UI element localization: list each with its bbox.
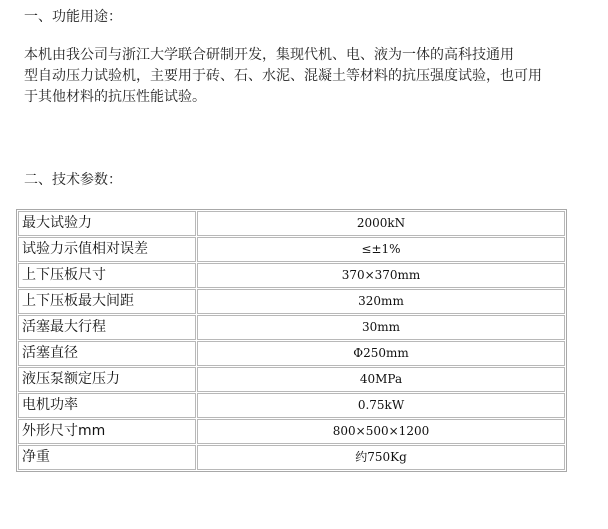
- spec-label: 试验力示值相对误差: [18, 237, 196, 262]
- spec-value: ≤±1%: [197, 237, 565, 262]
- description-line: 本机由我公司与浙江大学联合研制开发，集现代机、电、液为一体的高科技通用: [24, 47, 514, 63]
- spec-label: 电机功率: [18, 393, 196, 418]
- table-row: [18, 237, 565, 262]
- function-description: [24, 45, 584, 108]
- table-row: [18, 445, 565, 470]
- section-heading-specs: 二、技术参数：: [24, 172, 122, 188]
- spec-label: 上下压板尺寸: [18, 263, 196, 288]
- spec-label: 最大试验力: [18, 211, 196, 236]
- table-row: [18, 419, 565, 444]
- spec-value: 370×370mm: [197, 263, 565, 288]
- spec-label: 液压泵额定压力: [18, 367, 196, 392]
- table-row: [18, 315, 565, 340]
- spec-label: 净重: [18, 445, 196, 470]
- spec-value: 30mm: [197, 315, 565, 340]
- table-row: [18, 211, 565, 236]
- spec-label: 外形尺寸mm: [18, 419, 196, 444]
- spec-value: 800×500×1200: [197, 419, 565, 444]
- description-line: 型自动压力试验机，主要用于砖、石、水泥、混凝土等材料的抗压强度试验，也可用: [24, 68, 542, 84]
- spec-value: 320mm: [197, 289, 565, 314]
- table-row: [18, 341, 565, 366]
- spec-value: Φ250mm: [197, 341, 565, 366]
- spec-value: 0.75kW: [197, 393, 565, 418]
- spec-label: 活塞直径: [18, 341, 196, 366]
- table-row: [18, 367, 565, 392]
- table-row: [18, 289, 565, 314]
- section-heading-function: 一、功能用途：: [24, 9, 122, 25]
- spec-table: [16, 209, 567, 472]
- table-row: [18, 393, 565, 418]
- spec-label: 上下压板最大间距: [18, 289, 196, 314]
- table-row: [18, 263, 565, 288]
- spec-value: 约750Kg: [197, 445, 565, 470]
- description-line: 于其他材料的抗压性能试验。: [24, 89, 206, 105]
- spec-value: 40MPa: [197, 367, 565, 392]
- spec-value: 2000kN: [197, 211, 565, 236]
- spec-label: 活塞最大行程: [18, 315, 196, 340]
